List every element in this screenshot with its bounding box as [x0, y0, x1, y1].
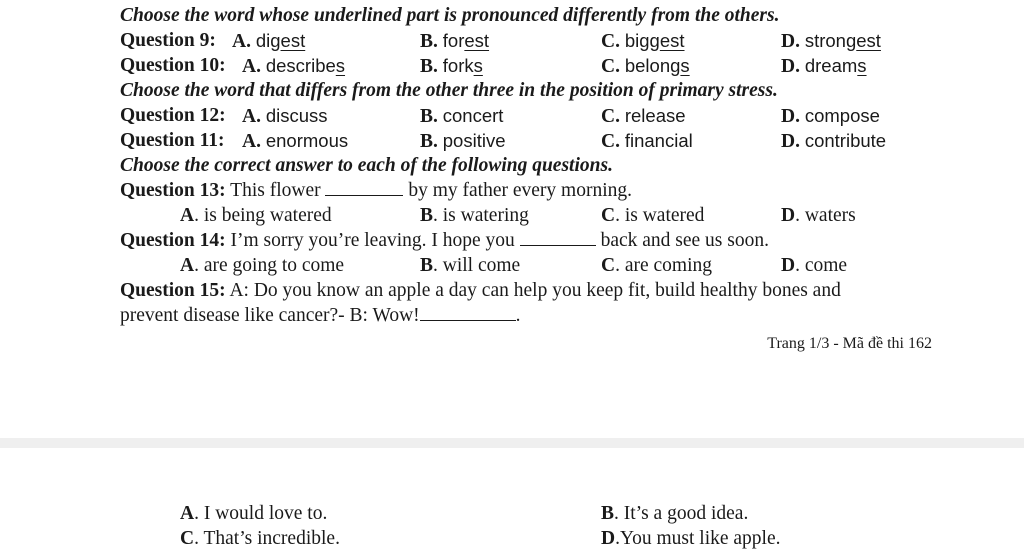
option-a: A. digest — [232, 30, 306, 52]
question-14 — [120, 229, 769, 253]
question-11 — [120, 129, 225, 153]
question-stem: I’m sorry you’re leaving. I hope you — [230, 230, 515, 251]
question-stem: This flower — [230, 180, 321, 201]
option-d: D. compose — [781, 105, 880, 127]
question-label: Question 13: — [120, 180, 226, 201]
option-d: D. dreams — [781, 55, 867, 77]
option-a: A. enormous — [242, 130, 349, 152]
option-d: D.You must like apple. — [601, 528, 781, 549]
option-c: C. biggest — [601, 30, 685, 52]
question-label: Question 10: — [120, 55, 226, 76]
question-stem: A: Do you know an apple a day can help you keep fit, build healthy bones and — [229, 280, 841, 301]
page-footer: Trang 1/3 - Mã đề thi 162 — [767, 335, 932, 352]
instruction-answer: Choose the correct answer to each of the following questions. — [120, 155, 613, 176]
instruction-pronunciation: Choose the word whose underlined part is pronounced differently from the others. — [120, 5, 780, 26]
option-c: C. belongs — [601, 55, 690, 77]
question-label: Question 15: — [120, 280, 226, 301]
option-b: B. positive — [420, 130, 506, 152]
question-stem: prevent disease like cancer?- B: Wow! — [120, 305, 420, 326]
option-b: B. is watering — [420, 205, 529, 226]
option-c: C. are coming — [601, 255, 713, 276]
option-d: D. contribute — [781, 130, 887, 152]
answer-blank — [325, 179, 403, 196]
question-label: Question 12: — [120, 105, 226, 126]
option-d: D. come — [781, 255, 848, 276]
question-12 — [120, 104, 226, 128]
instruction-stress: Choose the word that differs from the other three in the position of primary stress. — [120, 80, 778, 101]
option-b: B. forks — [420, 55, 483, 77]
question-10 — [120, 54, 226, 78]
question-label: Question 11: — [120, 130, 225, 151]
option-a: A. is being watered — [180, 205, 332, 226]
question-stem-end: back and see us soon. — [600, 230, 769, 251]
option-c: C. release — [601, 105, 686, 127]
answer-blank — [520, 229, 596, 246]
option-b: B. forest — [420, 30, 490, 52]
question-15 — [120, 279, 841, 303]
question-13 — [120, 179, 632, 203]
option-a: A. describes — [242, 55, 346, 77]
option-c: C. That’s incredible. — [180, 528, 340, 549]
exam-page-bottom — [0, 448, 1024, 552]
answer-blank — [420, 304, 516, 321]
question-stem-end: by my father every morning. — [408, 180, 632, 201]
question-9 — [120, 29, 216, 53]
option-b: B. will come — [420, 255, 521, 276]
question-label: Question 14: — [120, 230, 226, 251]
option-c: C. is watered — [601, 205, 705, 226]
option-d: D. strongest — [781, 30, 881, 52]
option-a: A. are going to come — [180, 255, 345, 276]
option-b: B. It’s a good idea. — [601, 503, 749, 524]
option-d: D. waters — [781, 205, 856, 226]
question-stem-end: . — [515, 305, 521, 326]
page-separator — [0, 438, 1024, 448]
question-label: Question 9: — [120, 30, 216, 51]
question-15-continued — [120, 304, 521, 328]
option-c: C. financial — [601, 130, 693, 152]
option-a: A. I would love to. — [180, 503, 328, 524]
option-b: B. concert — [420, 105, 504, 127]
option-a: A. discuss — [242, 105, 328, 127]
